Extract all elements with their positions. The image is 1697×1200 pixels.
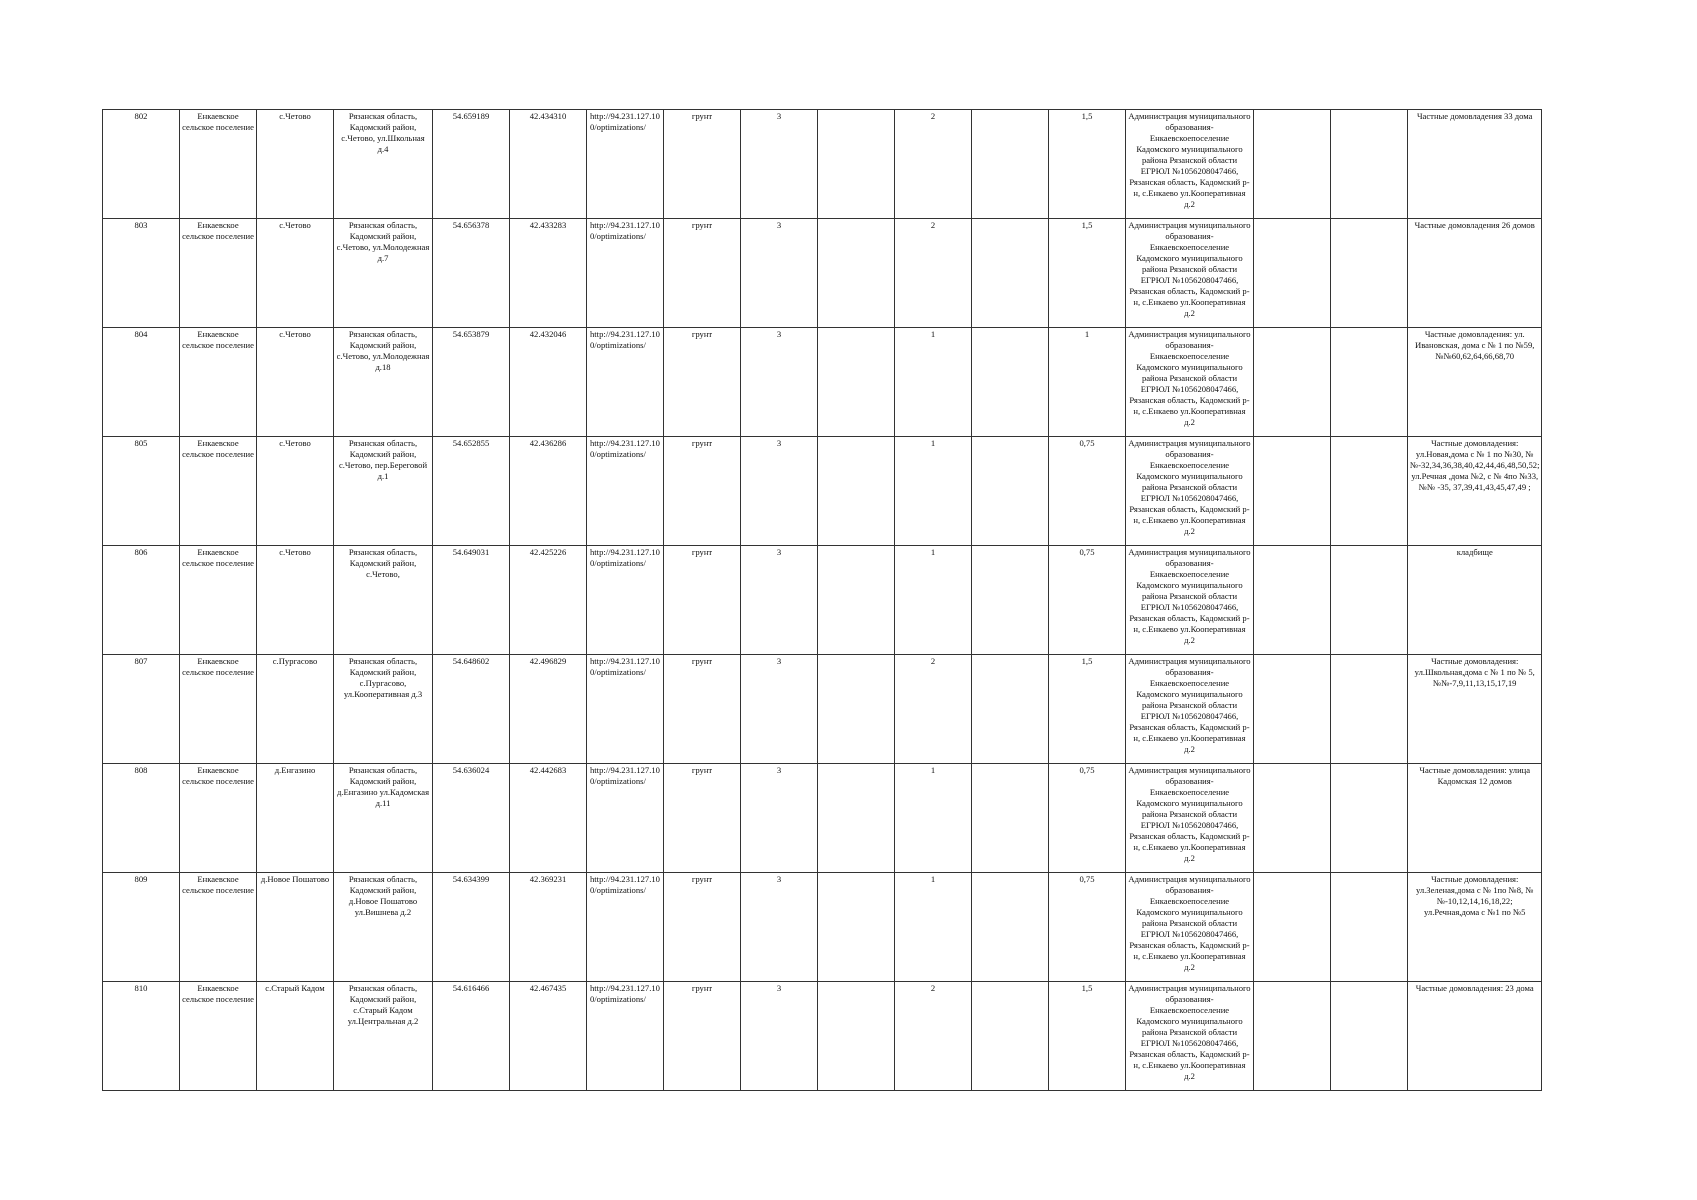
longitude-cell: 42.436286 (510, 437, 587, 546)
column-10-cell (818, 437, 895, 546)
served-objects-cell: Частные домовладения: ул.Новая,дома с № 1 по №30, №№-32,34,36,38,40,42,44,46,48,50,52; ул.Речная ,дома №2, с № 4по №33, №№ -35, 37,39,41,43,45,47,49 ; (1408, 437, 1542, 546)
column-15-cell (1254, 546, 1331, 655)
served-objects-cell: кладбище (1408, 546, 1542, 655)
administration-cell: Администрация муниципального образования-Енкаевскоепоселение Кадомского муниципального района Рязанской области ЕГРЮЛ №1056208047466, Рязанская область, Кадомский р-н, с.Енкаево ул.Кооперативная д.2 (1126, 982, 1254, 1091)
locality-cell: д.Новое Пошатово (257, 873, 334, 982)
url-cell: http://94.231.127.10 0/optimizations/ (587, 110, 664, 219)
settlement-cell: Енкаевское сельское поселение (180, 873, 257, 982)
locality-cell: д.Енгазино (257, 764, 334, 873)
column-16-cell (1331, 110, 1408, 219)
column-12-cell (972, 982, 1049, 1091)
longitude-cell: 42.496829 (510, 655, 587, 764)
row-number-cell: 804 (103, 328, 180, 437)
settlement-cell: Енкаевское сельское поселение (180, 437, 257, 546)
table-row (103, 546, 1542, 655)
served-objects-cell: Частные домовладения: улица Кадомская 12 домов (1408, 764, 1542, 873)
surface-cell: грунт (664, 219, 741, 328)
column-13-cell: 1,5 (1049, 982, 1126, 1091)
column-9-cell: 3 (741, 219, 818, 328)
row-number-cell: 810 (103, 982, 180, 1091)
column-9-cell: 3 (741, 655, 818, 764)
address-cell: Рязанская область, Кадомский район, с.Четово, (334, 546, 433, 655)
locality-cell: с.Пургасово (257, 655, 334, 764)
row-number-cell: 805 (103, 437, 180, 546)
administration-cell: Администрация муниципального образования-Енкаевскоепоселение Кадомского муниципального района Рязанской области ЕГРЮЛ №1056208047466, Рязанская область, Кадомский р-н, с.Енкаево ул.Кооперативная д.2 (1126, 764, 1254, 873)
address-cell: Рязанская область, Кадомский район, с.Четово, ул.Школьная д.4 (334, 110, 433, 219)
latitude-cell: 54.649031 (433, 546, 510, 655)
column-10-cell (818, 873, 895, 982)
column-11-cell: 2 (895, 655, 972, 764)
column-12-cell (972, 873, 1049, 982)
column-11-cell: 1 (895, 546, 972, 655)
latitude-cell: 54.636024 (433, 764, 510, 873)
table-row (103, 655, 1542, 764)
locality-cell: с.Четово (257, 546, 334, 655)
address-cell: Рязанская область, Кадомский район, с.Четово, ул.Молодежная д.7 (334, 219, 433, 328)
administration-cell: Администрация муниципального образования-Енкаевскоепоселение Кадомского муниципального района Рязанской области ЕГРЮЛ №1056208047466, Рязанская область, Кадомский р-н, с.Енкаево ул.Кооперативная д.2 (1126, 110, 1254, 219)
url-cell: http://94.231.127.10 0/optimizations/ (587, 764, 664, 873)
settlement-cell: Енкаевское сельское поселение (180, 110, 257, 219)
column-15-cell (1254, 110, 1331, 219)
served-objects-cell: Частные домовладения: ул.Зеленая,дома с № 1по №8, №№-10,12,14,16,18,22; ул.Речная,дома с №1 по №5 (1408, 873, 1542, 982)
column-11-cell: 2 (895, 982, 972, 1091)
latitude-cell: 54.656378 (433, 219, 510, 328)
column-13-cell: 1,5 (1049, 655, 1126, 764)
column-16-cell (1331, 219, 1408, 328)
row-number-cell: 807 (103, 655, 180, 764)
row-number-cell: 809 (103, 873, 180, 982)
column-15-cell (1254, 873, 1331, 982)
locality-cell: с.Четово (257, 328, 334, 437)
latitude-cell: 54.616466 (433, 982, 510, 1091)
administration-cell: Администрация муниципального образования-Енкаевскоепоселение Кадомского муниципального района Рязанской области ЕГРЮЛ №1056208047466, Рязанская область, Кадомский р-н, с.Енкаево ул.Кооперативная д.2 (1126, 437, 1254, 546)
settlement-cell: Енкаевское сельское поселение (180, 328, 257, 437)
administration-cell: Администрация муниципального образования-Енкаевскоепоселение Кадомского муниципального района Рязанской области ЕГРЮЛ №1056208047466, Рязанская область, Кадомский р-н, с.Енкаево ул.Кооперативная д.2 (1126, 328, 1254, 437)
surface-cell: грунт (664, 110, 741, 219)
row-number-cell: 802 (103, 110, 180, 219)
column-11-cell: 1 (895, 873, 972, 982)
column-12-cell (972, 655, 1049, 764)
address-cell: Рязанская область, Кадомский район, д.Енгазино ул.Кадомская д.11 (334, 764, 433, 873)
table-row (103, 873, 1542, 982)
column-16-cell (1331, 437, 1408, 546)
administration-cell: Администрация муниципального образования-Енкаевскоепоселение Кадомского муниципального района Рязанской области ЕГРЮЛ №1056208047466, Рязанская область, Кадомский р-н, с.Енкаево ул.Кооперативная д.2 (1126, 546, 1254, 655)
column-12-cell (972, 437, 1049, 546)
latitude-cell: 54.634399 (433, 873, 510, 982)
served-objects-cell: Частные домовладения: ул.Школьная,дома с № 1 по № 5, №№-7,9,11,13,15,17,19 (1408, 655, 1542, 764)
table-row (103, 328, 1542, 437)
address-cell: Рязанская область, Кадомский район, д.Новое Пошатово ул.Вишнева д.2 (334, 873, 433, 982)
administration-cell: Администрация муниципального образования-Енкаевскоепоселение Кадомского муниципального района Рязанской области ЕГРЮЛ №1056208047466, Рязанская область, Кадомский р-н, с.Енкаево ул.Кооперативная д.2 (1126, 655, 1254, 764)
column-12-cell (972, 546, 1049, 655)
surface-cell: грунт (664, 982, 741, 1091)
url-cell: http://94.231.127.10 0/optimizations/ (587, 328, 664, 437)
table-row (103, 437, 1542, 546)
surface-cell: грунт (664, 437, 741, 546)
column-10-cell (818, 655, 895, 764)
table-row (103, 219, 1542, 328)
column-11-cell: 1 (895, 764, 972, 873)
locality-cell: с.Четово (257, 219, 334, 328)
column-15-cell (1254, 982, 1331, 1091)
row-number-cell: 808 (103, 764, 180, 873)
column-11-cell: 2 (895, 219, 972, 328)
url-cell: http://94.231.127.10 0/optimizations/ (587, 982, 664, 1091)
served-objects-cell: Частные домовладения: 23 дома (1408, 982, 1542, 1091)
locality-cell: с.Четово (257, 110, 334, 219)
column-12-cell (972, 764, 1049, 873)
column-10-cell (818, 982, 895, 1091)
surface-cell: грунт (664, 764, 741, 873)
column-16-cell (1331, 982, 1408, 1091)
settlement-cell: Енкаевское сельское поселение (180, 982, 257, 1091)
surface-cell: грунт (664, 546, 741, 655)
column-11-cell: 1 (895, 328, 972, 437)
column-15-cell (1254, 219, 1331, 328)
surface-cell: грунт (664, 655, 741, 764)
column-10-cell (818, 110, 895, 219)
column-16-cell (1331, 328, 1408, 437)
column-9-cell: 3 (741, 764, 818, 873)
column-16-cell (1331, 764, 1408, 873)
url-cell: http://94.231.127.10 0/optimizations/ (587, 219, 664, 328)
served-objects-cell: Частные домовладения 26 домов (1408, 219, 1542, 328)
url-cell: http://94.231.127.10 0/optimizations/ (587, 437, 664, 546)
latitude-cell: 54.653879 (433, 328, 510, 437)
longitude-cell: 42.369231 (510, 873, 587, 982)
column-13-cell: 0,75 (1049, 437, 1126, 546)
locality-cell: с.Четово (257, 437, 334, 546)
latitude-cell: 54.652855 (433, 437, 510, 546)
column-9-cell: 3 (741, 873, 818, 982)
longitude-cell: 42.425226 (510, 546, 587, 655)
address-cell: Рязанская область, Кадомский район, с.Четово, пер.Береговой д.1 (334, 437, 433, 546)
column-11-cell: 2 (895, 110, 972, 219)
column-9-cell: 3 (741, 546, 818, 655)
column-9-cell: 3 (741, 328, 818, 437)
column-10-cell (818, 764, 895, 873)
longitude-cell: 42.434310 (510, 110, 587, 219)
url-cell: http://94.231.127.10 0/optimizations/ (587, 546, 664, 655)
column-9-cell: 3 (741, 110, 818, 219)
column-13-cell: 0,75 (1049, 873, 1126, 982)
column-13-cell: 1 (1049, 328, 1126, 437)
column-9-cell: 3 (741, 437, 818, 546)
settlement-cell: Енкаевское сельское поселение (180, 546, 257, 655)
settlement-cell: Енкаевское сельское поселение (180, 219, 257, 328)
locality-cell: с.Старый Кадом (257, 982, 334, 1091)
column-13-cell: 1,5 (1049, 110, 1126, 219)
column-10-cell (818, 219, 895, 328)
url-cell: http://94.231.127.10 0/optimizations/ (587, 655, 664, 764)
table-row (103, 110, 1542, 219)
column-10-cell (818, 328, 895, 437)
latitude-cell: 54.659189 (433, 110, 510, 219)
column-11-cell: 1 (895, 437, 972, 546)
served-objects-cell: Частные домовладения 33 дома (1408, 110, 1542, 219)
row-number-cell: 803 (103, 219, 180, 328)
column-12-cell (972, 328, 1049, 437)
address-cell: Рязанская область, Кадомский район, с.Пургасово, ул.Кооперативная д.3 (334, 655, 433, 764)
longitude-cell: 42.467435 (510, 982, 587, 1091)
settlement-cell: Енкаевское сельское поселение (180, 764, 257, 873)
column-9-cell: 3 (741, 982, 818, 1091)
registry-table (102, 109, 1542, 1091)
row-number-cell: 806 (103, 546, 180, 655)
column-15-cell (1254, 764, 1331, 873)
column-15-cell (1254, 328, 1331, 437)
latitude-cell: 54.648602 (433, 655, 510, 764)
column-16-cell (1331, 546, 1408, 655)
longitude-cell: 42.432046 (510, 328, 587, 437)
column-16-cell (1331, 655, 1408, 764)
column-10-cell (818, 546, 895, 655)
column-13-cell: 1,5 (1049, 219, 1126, 328)
administration-cell: Администрация муниципального образования-Енкаевскоепоселение Кадомского муниципального района Рязанской области ЕГРЮЛ №1056208047466, Рязанская область, Кадомский р-н, с.Енкаево ул.Кооперативная д.2 (1126, 873, 1254, 982)
address-cell: Рязанская область, Кадомский район, с.Старый Кадом ул.Центральная д.2 (334, 982, 433, 1091)
longitude-cell: 42.433283 (510, 219, 587, 328)
column-16-cell (1331, 873, 1408, 982)
surface-cell: грунт (664, 328, 741, 437)
column-13-cell: 0,75 (1049, 546, 1126, 655)
address-cell: Рязанская область, Кадомский район, с.Четово, ул.Молодежная д.18 (334, 328, 433, 437)
column-15-cell (1254, 655, 1331, 764)
url-cell: http://94.231.127.10 0/optimizations/ (587, 873, 664, 982)
administration-cell: Администрация муниципального образования-Енкаевскоепоселение Кадомского муниципального района Рязанской области ЕГРЮЛ №1056208047466, Рязанская область, Кадомский р-н, с.Енкаево ул.Кооперативная д.2 (1126, 219, 1254, 328)
column-13-cell: 0,75 (1049, 764, 1126, 873)
settlement-cell: Енкаевское сельское поселение (180, 655, 257, 764)
column-15-cell (1254, 437, 1331, 546)
surface-cell: грунт (664, 873, 741, 982)
column-12-cell (972, 219, 1049, 328)
longitude-cell: 42.442683 (510, 764, 587, 873)
served-objects-cell: Частные домовладения: ул. Ивановская, дома с № 1 по №59, №№60,62,64,66,68,70 (1408, 328, 1542, 437)
table-row (103, 982, 1542, 1091)
column-12-cell (972, 110, 1049, 219)
table-row (103, 764, 1542, 873)
